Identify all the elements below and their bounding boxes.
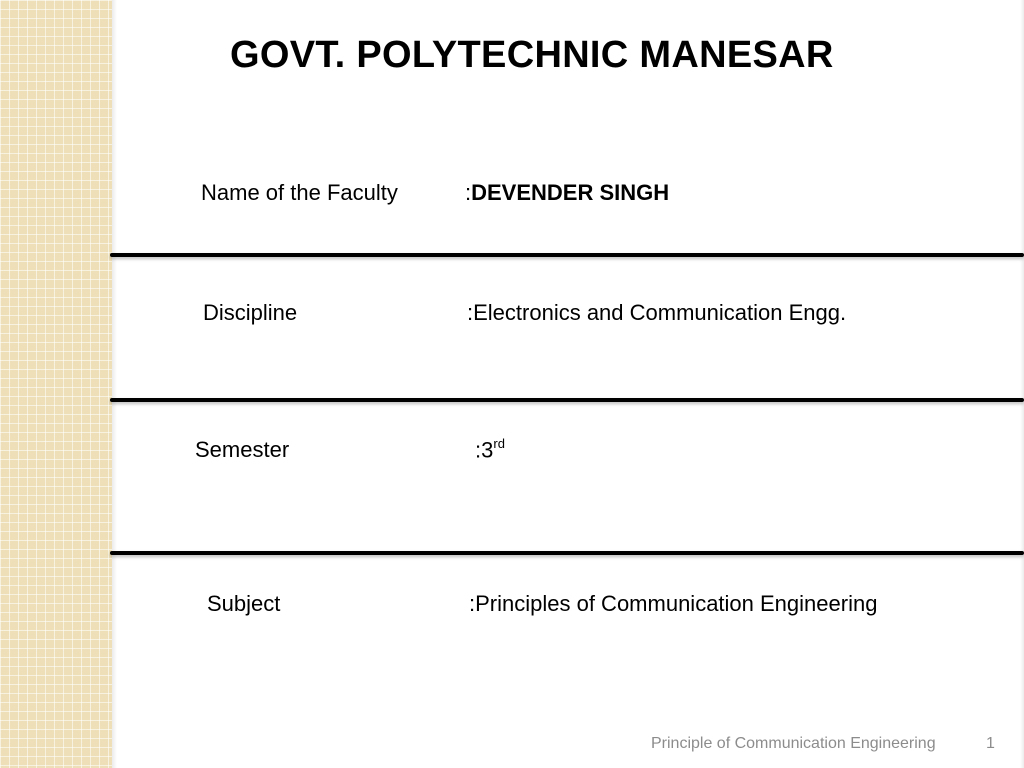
- side-strip-shadow: [112, 0, 117, 768]
- semester-ordinal-suffix: rd: [493, 436, 505, 451]
- page-number: 1: [986, 735, 995, 752]
- divider-line: [110, 398, 1024, 402]
- semester-label: Semester: [195, 437, 290, 462]
- faculty-value: [465, 180, 669, 206]
- right-edge-shadow: [1020, 0, 1024, 768]
- footer-text: Principle of Communication Engineering: [651, 735, 936, 752]
- divider-line: [110, 253, 1024, 257]
- divider-line: [110, 551, 1024, 555]
- subject-label: Subject: [207, 591, 281, 616]
- faculty-name: DEVENDER SINGH: [471, 180, 670, 205]
- discipline-label: Discipline: [203, 300, 298, 325]
- semester-number: :3: [475, 437, 494, 463]
- discipline-value: :Electronics and Communication Engg.: [467, 300, 847, 325]
- faculty-colon: :: [465, 180, 472, 205]
- slide-title: GOVT. POLYTECHNIC MANESAR: [230, 34, 834, 76]
- decorative-side-strip: [0, 0, 112, 768]
- faculty-label: Name of the Faculty: [201, 180, 398, 205]
- semester-value: [475, 437, 505, 463]
- subject-value: :Principles of Communication Engineering: [469, 591, 878, 616]
